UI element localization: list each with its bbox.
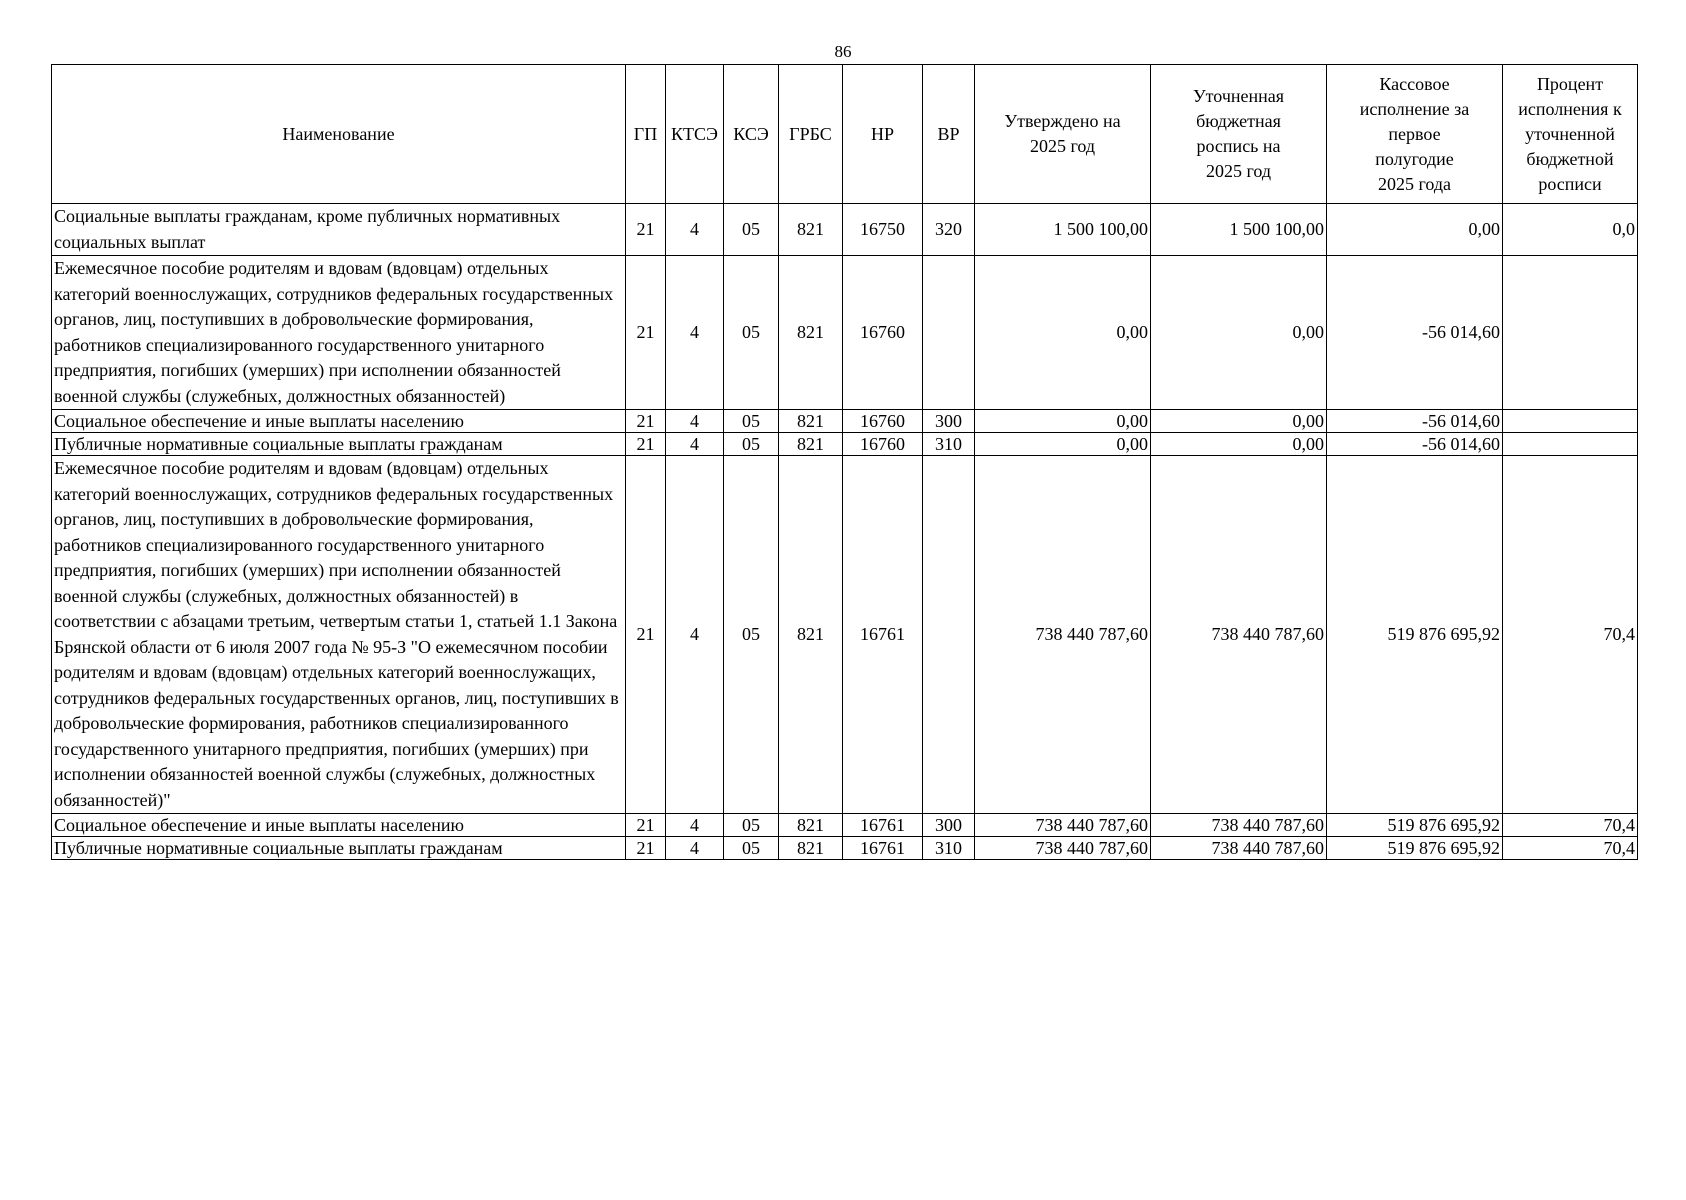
row-kse: 05 — [724, 837, 779, 860]
row-ktse: 4 — [666, 456, 724, 814]
row-ktse: 4 — [666, 256, 724, 410]
row-percent — [1503, 433, 1638, 456]
row-percent: 70,4 — [1503, 814, 1638, 837]
row-ktse: 4 — [666, 837, 724, 860]
column-header-kse: КСЭ — [724, 65, 779, 204]
row-name: Ежемесячное пособие родителям и вдовам (вдовцам) отдельных категорий военнослужащих, сотрудников федеральных государственных органов, лиц, поступивших в добровольческие формирования, работников специализированного государственного унитарного предприятия, погибших (умерших) при исполнении обязанностей военной службы (служебных, должностных обязанностей) в соответствии с абзацами третьим, четвертым статьи 1, статьей 1.1 Закона Брянской области от 6 июля 2007 года № 95-З "О ежемесячном пособии родителям и вдовам (вдовцам) отдельных категорий военнослужащих, сотрудников федеральных государственных органов, лиц, поступивших в добровольческие формирования, работников специализированного государственного унитарного предприятия, погибших (умерших) при исполнении обязанностей военной службы (служебных, должностных обязанностей)" — [52, 456, 626, 814]
row-gp: 21 — [626, 814, 666, 837]
row-kse: 05 — [724, 204, 779, 256]
row-grbs: 821 — [779, 814, 843, 837]
row-approved: 0,00 — [975, 410, 1151, 433]
row-ktse: 4 — [666, 433, 724, 456]
row-approved: 0,00 — [975, 256, 1151, 410]
row-kse: 05 — [724, 433, 779, 456]
column-header-approved: Утверждено на 2025 год — [975, 65, 1151, 204]
row-approved: 738 440 787,60 — [975, 456, 1151, 814]
budget-execution-table — [51, 64, 1638, 860]
row-nr: 16760 — [843, 410, 923, 433]
row-gp: 21 — [626, 456, 666, 814]
row-cash: 519 876 695,92 — [1327, 456, 1503, 814]
row-name: Социальные выплаты гражданам, кроме публичных нормативных социальных выплат — [52, 204, 626, 256]
row-gp: 21 — [626, 837, 666, 860]
row-cash: -56 014,60 — [1327, 410, 1503, 433]
row-percent — [1503, 256, 1638, 410]
column-header-nr: НР — [843, 65, 923, 204]
row-refined: 0,00 — [1151, 410, 1327, 433]
row-cash: -56 014,60 — [1327, 433, 1503, 456]
row-gp: 21 — [626, 256, 666, 410]
column-header-grbs: ГРБС — [779, 65, 843, 204]
row-name: Публичные нормативные социальные выплаты гражданам — [52, 433, 626, 456]
row-grbs: 821 — [779, 204, 843, 256]
row-approved: 738 440 787,60 — [975, 814, 1151, 837]
row-kse: 05 — [724, 814, 779, 837]
row-cash: 0,00 — [1327, 204, 1503, 256]
row-nr: 16760 — [843, 433, 923, 456]
table-row — [52, 433, 1638, 456]
row-name: Ежемесячное пособие родителям и вдовам (вдовцам) отдельных категорий военнослужащих, сотрудников федеральных государственных органов, лиц, поступивших в добровольческие формирования, работников специализированного государственного унитарного предприятия, погибших (умерших) при исполнении обязанностей военной службы (служебных, должностных обязанностей) — [52, 256, 626, 410]
table-row — [52, 456, 1638, 814]
row-refined: 0,00 — [1151, 256, 1327, 410]
row-grbs: 821 — [779, 456, 843, 814]
column-header-vr: ВР — [923, 65, 975, 204]
row-cash: 519 876 695,92 — [1327, 814, 1503, 837]
row-name: Социальное обеспечение и иные выплаты населению — [52, 814, 626, 837]
row-percent — [1503, 410, 1638, 433]
row-nr: 16761 — [843, 814, 923, 837]
row-ktse: 4 — [666, 814, 724, 837]
row-ktse: 4 — [666, 410, 724, 433]
row-cash: -56 014,60 — [1327, 256, 1503, 410]
row-refined: 738 440 787,60 — [1151, 456, 1327, 814]
row-refined: 738 440 787,60 — [1151, 837, 1327, 860]
row-cash: 519 876 695,92 — [1327, 837, 1503, 860]
row-refined: 738 440 787,60 — [1151, 814, 1327, 837]
column-header-percent: Процент исполнения к уточненной бюджетной росписи — [1503, 65, 1638, 204]
page-number: 86 — [834, 42, 852, 61]
row-percent: 0,0 — [1503, 204, 1638, 256]
column-header-gp: ГП — [626, 65, 666, 204]
row-gp: 21 — [626, 410, 666, 433]
table-row — [52, 837, 1638, 860]
row-gp: 21 — [626, 204, 666, 256]
row-refined: 1 500 100,00 — [1151, 204, 1327, 256]
row-vr — [923, 456, 975, 814]
row-nr: 16761 — [843, 456, 923, 814]
column-header-name: Наименование — [52, 65, 626, 204]
table-row — [52, 204, 1638, 256]
row-vr — [923, 256, 975, 410]
row-vr: 300 — [923, 410, 975, 433]
row-nr: 16760 — [843, 256, 923, 410]
column-header-cash: Кассовое исполнение за первое полугодие 2025 года — [1327, 65, 1503, 204]
table-header-row — [52, 65, 1638, 204]
row-refined: 0,00 — [1151, 433, 1327, 456]
row-approved: 738 440 787,60 — [975, 837, 1151, 860]
row-percent: 70,4 — [1503, 837, 1638, 860]
row-kse: 05 — [724, 410, 779, 433]
row-grbs: 821 — [779, 256, 843, 410]
row-grbs: 821 — [779, 433, 843, 456]
row-vr: 310 — [923, 433, 975, 456]
row-name: Публичные нормативные социальные выплаты гражданам — [52, 837, 626, 860]
row-approved: 1 500 100,00 — [975, 204, 1151, 256]
column-header-ktse: КТСЭ — [666, 65, 724, 204]
row-vr: 310 — [923, 837, 975, 860]
row-vr: 300 — [923, 814, 975, 837]
row-nr: 16761 — [843, 837, 923, 860]
row-percent: 70,4 — [1503, 456, 1638, 814]
table-row — [52, 256, 1638, 410]
column-header-refined: Уточненная бюджетная роспись на 2025 год — [1151, 65, 1327, 204]
table-row — [52, 410, 1638, 433]
table-row — [52, 814, 1638, 837]
row-name: Социальное обеспечение и иные выплаты населению — [52, 410, 626, 433]
row-grbs: 821 — [779, 410, 843, 433]
row-vr: 320 — [923, 204, 975, 256]
row-gp: 21 — [626, 433, 666, 456]
row-grbs: 821 — [779, 837, 843, 860]
row-ktse: 4 — [666, 204, 724, 256]
row-nr: 16750 — [843, 204, 923, 256]
row-approved: 0,00 — [975, 433, 1151, 456]
row-kse: 05 — [724, 456, 779, 814]
row-kse: 05 — [724, 256, 779, 410]
